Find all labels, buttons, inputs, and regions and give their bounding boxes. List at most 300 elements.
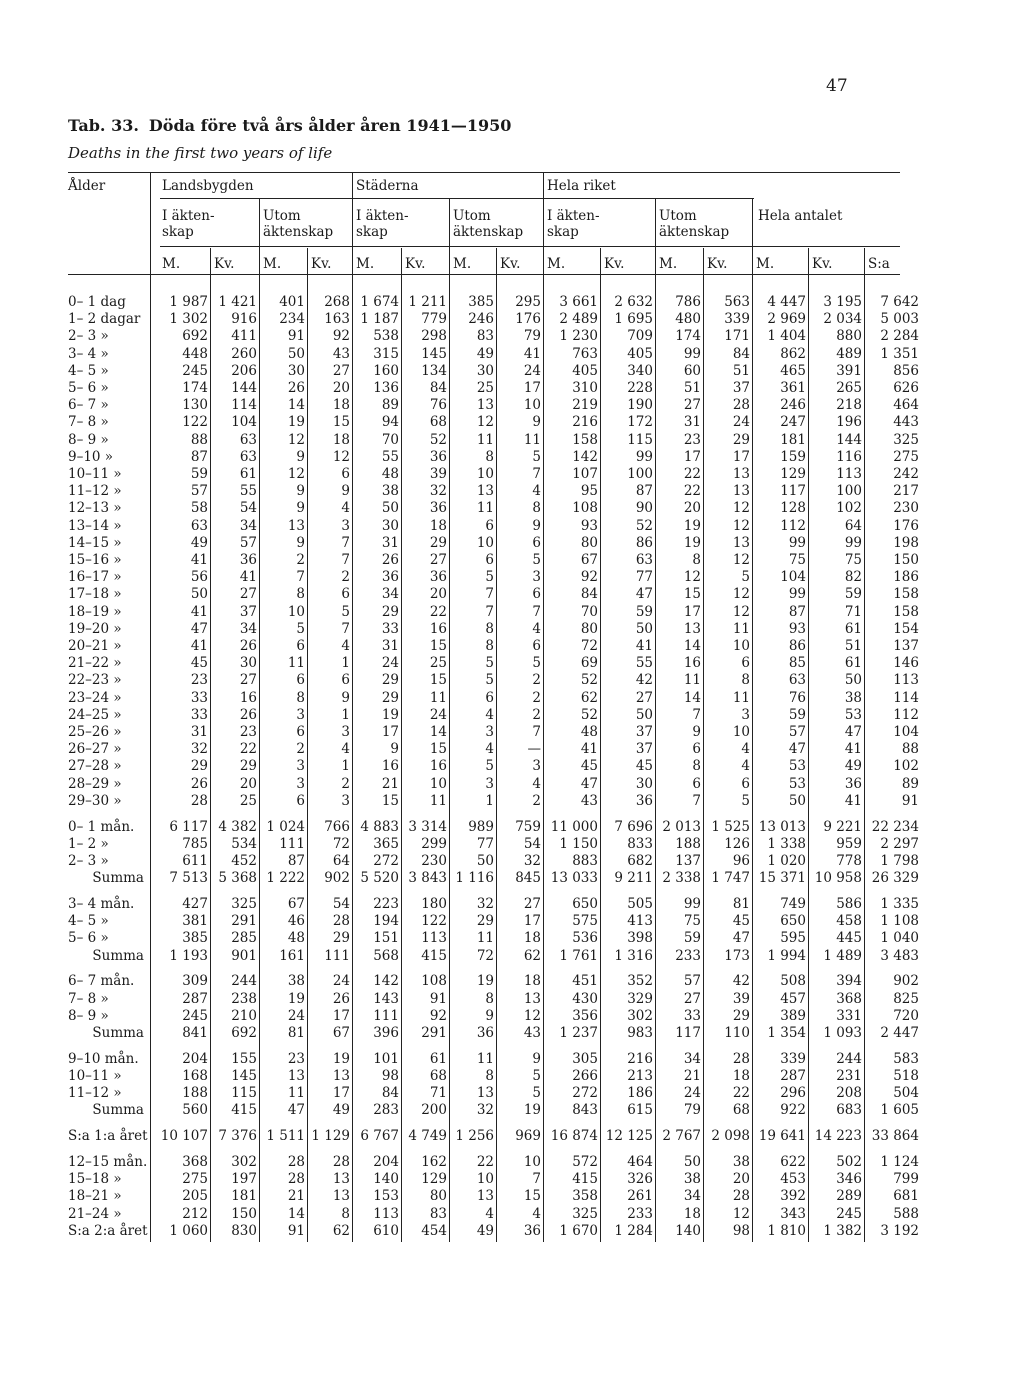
table-cell: 7 642 (880, 294, 919, 310)
table-cell: 4 (341, 741, 350, 758)
header-sex: M. (453, 256, 472, 272)
table-cell: 538 (373, 328, 399, 345)
header-sex: Kv. (604, 256, 625, 272)
row-label: 9–10 mån. (68, 1050, 139, 1067)
table-cell: 340 (627, 362, 653, 379)
table-cell: 108 (421, 973, 447, 990)
table-cell: 505 (627, 896, 653, 912)
table-cell: 190 (627, 397, 653, 414)
table-cell: 504 (893, 1085, 919, 1102)
table-cell: 6 767 (360, 1128, 399, 1145)
table-cell: 16 (429, 620, 447, 637)
table-cell: 104 (893, 724, 919, 740)
table-cell: 5 (485, 672, 494, 689)
table-cell: 107 (572, 466, 598, 482)
row-label: 5– 6 » (68, 380, 109, 396)
table-cell: 11 (476, 431, 494, 448)
table-cell: 6 (296, 672, 305, 689)
table-cell: 588 (893, 1205, 919, 1222)
table-cell: 76 (429, 397, 447, 414)
table-cell: 5 (532, 1085, 541, 1102)
table-cell: 102 (836, 500, 862, 517)
table-cell: 38 (287, 973, 305, 990)
row-label: 17–18 » (68, 586, 122, 603)
row-label: 3– 4 mån. (68, 896, 135, 912)
table-cell: 80 (429, 1188, 447, 1205)
table-cell: 230 (893, 500, 919, 517)
table-row (0, 1128, 1024, 1145)
table-cell: 430 (572, 990, 598, 1007)
table-cell: 47 (844, 724, 862, 740)
table-cell: 902 (893, 973, 919, 990)
table-cell: 1 316 (614, 947, 653, 964)
table-cell: 1 695 (614, 311, 653, 328)
table-cell: 45 (580, 758, 598, 775)
table-cell: 39 (429, 466, 447, 482)
table-cell: 17 (523, 380, 541, 396)
table-cell: 1 525 (711, 818, 750, 835)
table-cell: 161 (279, 947, 305, 964)
table-cell: 29 (732, 431, 750, 448)
table-cell: 8 (485, 620, 494, 637)
table-cell: 626 (893, 380, 919, 396)
table-cell: 70 (381, 431, 399, 448)
table-cell: 368 (836, 990, 862, 1007)
table-cell: 115 (231, 1085, 257, 1102)
table-cell: 830 (231, 1222, 257, 1239)
table-cell: 62 (580, 689, 598, 706)
table-cell: 12 (732, 517, 750, 534)
table-cell: 173 (724, 947, 750, 964)
table-cell: 114 (231, 397, 257, 414)
table-cell: 12 (683, 569, 701, 586)
table-cell: 2 098 (711, 1128, 750, 1145)
table-cell: 61 (844, 655, 862, 672)
table-cell: 1 093 (823, 1025, 862, 1041)
table-cell: 401 (279, 294, 305, 310)
table-cell: 5 (741, 569, 750, 586)
table-cell: 21 (683, 1068, 701, 1084)
table-cell: 443 (893, 414, 919, 431)
table-cell: 2 969 (767, 311, 806, 328)
table-cell: 30 (239, 655, 257, 672)
table-cell: 68 (732, 1102, 750, 1119)
table-cell: 19 (476, 973, 494, 990)
table-cell: 47 (732, 930, 750, 947)
table-cell: 766 (324, 818, 350, 835)
table-cell: 411 (231, 328, 257, 345)
table-cell: 8 (341, 1205, 350, 1222)
table-cell: 536 (572, 930, 598, 947)
table-cell: 59 (683, 930, 701, 947)
table-cell: 1 798 (880, 853, 919, 869)
table-cell: 41 (844, 792, 862, 809)
table-cell: 7 (692, 792, 701, 809)
table-cell: 285 (231, 930, 257, 947)
table-cell: 883 (572, 853, 598, 869)
table-cell: 110 (724, 1025, 750, 1041)
table-cell: 59 (190, 466, 208, 482)
table-cell: 266 (572, 1068, 598, 1084)
table-cell: 29 (239, 758, 257, 775)
table-cell: 405 (572, 362, 598, 379)
table-cell: 57 (239, 534, 257, 551)
table-cell: 7 696 (614, 818, 653, 835)
table-cell: 325 (893, 431, 919, 448)
table-cell: 102 (893, 758, 919, 775)
table-cell: 153 (373, 1188, 399, 1205)
table-row (0, 449, 1024, 466)
table-cell: 11 (429, 689, 447, 706)
table-cell: 180 (421, 896, 447, 912)
row-label: 15–18 » (68, 1171, 122, 1188)
row-label: 19–20 » (68, 620, 122, 637)
table-cell: 33 (381, 620, 399, 637)
table-cell: 1 354 (767, 1025, 806, 1041)
table-cell: 4 749 (408, 1128, 447, 1145)
table-cell: 833 (627, 835, 653, 852)
table-cell: 298 (421, 328, 447, 345)
table-row (0, 672, 1024, 689)
table-cell: 916 (231, 311, 257, 328)
table-cell: 13 (476, 1085, 494, 1102)
table-cell: 22 (732, 1085, 750, 1102)
table-cell: 295 (515, 294, 541, 310)
table-cell: 50 (287, 345, 305, 362)
table-cell: 381 (182, 913, 208, 930)
table-cell: 134 (421, 362, 447, 379)
table-cell: 9 (692, 724, 701, 740)
row-label: 12–13 » (68, 500, 122, 517)
table-cell: 13 (287, 1068, 305, 1084)
table-cell: 6 (485, 552, 494, 568)
table-cell: 4 (741, 758, 750, 775)
table-cell: 10 (523, 1154, 541, 1170)
table-cell: 70 (580, 603, 598, 620)
table-cell: 91 (901, 792, 919, 809)
table-cell: 217 (893, 483, 919, 500)
table-cell: 57 (190, 483, 208, 500)
table-cell: 113 (836, 466, 862, 482)
table-cell: 22 (476, 1154, 494, 1170)
table-cell: 9 (296, 500, 305, 517)
table-cell: 27 (523, 896, 541, 912)
table-cell: 1 994 (767, 947, 806, 964)
table-cell: 204 (182, 1050, 208, 1067)
table-cell: 26 (190, 775, 208, 792)
table-cell: 12 (732, 586, 750, 603)
table-cell: 71 (429, 1085, 447, 1102)
table-cell: 595 (780, 930, 806, 947)
table-cell: 49 (476, 1222, 494, 1239)
table-cell: 346 (836, 1171, 862, 1188)
table-cell: 87 (788, 603, 806, 620)
table-cell: 358 (572, 1188, 598, 1205)
row-label: 18–21 » (68, 1188, 122, 1205)
table-row (0, 1171, 1024, 1188)
row-label: 4– 5 » (68, 913, 109, 930)
table-cell: 5 520 (360, 870, 399, 887)
table-cell: 1 108 (880, 913, 919, 930)
table-cell: 9 221 (823, 818, 862, 835)
table-row (0, 741, 1024, 758)
table-cell: 50 (635, 620, 653, 637)
table-cell: 2 489 (559, 311, 598, 328)
table-cell: 26 (239, 706, 257, 723)
table-row (0, 466, 1024, 483)
table-cell: 41 (523, 345, 541, 362)
table-cell: 1 211 (408, 294, 447, 310)
table-cell: 8 (485, 638, 494, 654)
table-cell: 26 (332, 990, 350, 1007)
table-cell: — (527, 741, 541, 758)
table-cell: 51 (844, 638, 862, 654)
row-label: 23–24 » (68, 689, 122, 706)
table-cell: 29 (732, 1007, 750, 1024)
table-cell: 52 (580, 672, 598, 689)
header-marital: I äkten-skap (162, 208, 215, 240)
table-cell: 1 150 (559, 835, 598, 852)
table-cell: 50 (788, 792, 806, 809)
table-cell: 62 (332, 1222, 350, 1239)
table-row (0, 853, 1024, 870)
table-cell: 331 (836, 1007, 862, 1024)
table-cell: 11 (476, 500, 494, 517)
table-cell: 2 632 (614, 294, 653, 310)
table-cell: 9 (485, 1007, 494, 1024)
table-cell: 452 (231, 853, 257, 869)
table-cell: 12 (732, 1205, 750, 1222)
table-cell: 779 (421, 311, 447, 328)
table-cell: 151 (373, 930, 399, 947)
table-cell: 27 (683, 990, 701, 1007)
header-sex: Kv. (812, 256, 833, 272)
table-cell: 13 (683, 620, 701, 637)
table-cell: 72 (580, 638, 598, 654)
table-cell: 32 (429, 483, 447, 500)
table-cell: 53 (788, 758, 806, 775)
table-cell: 845 (515, 870, 541, 887)
table-cell: 10 (523, 397, 541, 414)
table-cell: 181 (780, 431, 806, 448)
table-cell: 104 (780, 569, 806, 586)
table-cell: 54 (239, 500, 257, 517)
table-cell: 12 (332, 448, 350, 465)
table-cell: 325 (231, 896, 257, 912)
table-cell: 12 (732, 500, 750, 517)
table-cell: 10 107 (160, 1128, 208, 1145)
row-label: 3– 4 » (68, 345, 109, 362)
table-cell: 94 (381, 414, 399, 431)
table-cell: 34 (683, 1050, 701, 1067)
table-cell: 55 (635, 655, 653, 672)
table-cell: 568 (373, 947, 399, 964)
table-cell: 72 (332, 835, 350, 852)
table-cell: 315 (373, 345, 399, 362)
table-cell: 16 (683, 655, 701, 672)
row-label: 0– 1 mån. (68, 818, 135, 835)
table-cell: 560 (182, 1102, 208, 1119)
table-cell: 29 (381, 672, 399, 689)
header-sex: S:a (868, 256, 890, 272)
table-cell: 186 (627, 1085, 653, 1102)
table-cell: 51 (683, 380, 701, 396)
table-cell: 246 (468, 311, 494, 328)
table-cell: 115 (627, 431, 653, 448)
table-row (0, 397, 1024, 414)
table-cell: 9 (341, 483, 350, 500)
table-cell: 228 (627, 380, 653, 396)
table-cell: 1 (341, 758, 350, 775)
row-label: 24–25 » (68, 706, 122, 723)
table-cell: 611 (182, 853, 208, 869)
table-cell: 112 (780, 517, 806, 534)
table-cell: 13 (287, 517, 305, 534)
table-cell: 10 (429, 775, 447, 792)
table-cell: 5 (485, 569, 494, 586)
table-cell: 24 (523, 362, 541, 379)
table-cell: 19 (683, 534, 701, 551)
table-row (0, 414, 1024, 431)
table-cell: 3 (296, 758, 305, 775)
table-cell: 155 (231, 1050, 257, 1067)
table-cell: 901 (231, 947, 257, 964)
table-cell: 26 (381, 552, 399, 568)
table-cell: 18 (429, 517, 447, 534)
table-cell: 8 (692, 552, 701, 568)
table-cell: 174 (182, 380, 208, 396)
table-cell: 1 489 (823, 947, 862, 964)
table-cell: 24 (287, 1007, 305, 1024)
table-cell: 6 (296, 638, 305, 654)
table-cell: 49 (190, 534, 208, 551)
table-subtitle: Deaths in the first two years of life (68, 144, 333, 162)
table-cell: 32 (476, 1102, 494, 1119)
table-cell: 3 314 (408, 818, 447, 835)
table-cell: 62 (523, 947, 541, 964)
table-cell: 1 187 (360, 311, 399, 328)
table-cell: 36 (635, 792, 653, 809)
table-cell: 142 (572, 448, 598, 465)
table-cell: 136 (373, 380, 399, 396)
table-cell: 2 (341, 569, 350, 586)
table-row (0, 793, 1024, 810)
table-cell: 583 (893, 1050, 919, 1067)
row-label: 16–17 » (68, 569, 122, 586)
row-label: 29–30 » (68, 792, 122, 809)
row-label: 22–23 » (68, 672, 122, 689)
table-cell: 13 (476, 1188, 494, 1205)
table-cell: 5 (532, 655, 541, 672)
table-cell: 137 (675, 853, 701, 869)
table-cell: 46 (287, 913, 305, 930)
table-cell: 15 (429, 638, 447, 654)
table-cell: 90 (635, 500, 653, 517)
table-cell: 1 020 (767, 853, 806, 869)
table-cell: 1 747 (711, 870, 750, 887)
table-cell: 84 (732, 345, 750, 362)
table-cell: 37 (732, 380, 750, 396)
table-cell: 13 (732, 483, 750, 500)
table-cell: 99 (683, 345, 701, 362)
table-cell: 75 (844, 552, 862, 568)
table-cell: 4 (341, 500, 350, 517)
row-label: S:a 2:a året (68, 1222, 148, 1239)
table-cell: 18 (332, 431, 350, 448)
table-cell: 26 (239, 638, 257, 654)
table-cell: 4 (532, 775, 541, 792)
table-cell: 22 234 (871, 818, 919, 835)
table-cell: 79 (523, 328, 541, 345)
table-cell: 140 (373, 1171, 399, 1188)
table-cell: 339 (724, 311, 750, 328)
row-label: Summa (92, 1025, 144, 1041)
table-cell: 24 (732, 414, 750, 431)
table-cell: 9 (532, 517, 541, 534)
table-cell: 150 (231, 1205, 257, 1222)
table-cell: 23 (683, 431, 701, 448)
table-cell: 87 (635, 483, 653, 500)
table-cell: 9 (296, 448, 305, 465)
table-cell: 36 (239, 552, 257, 568)
header-age: Ålder (68, 178, 106, 194)
header-marital: Utom äktenskap (453, 208, 524, 240)
table-cell: 26 329 (871, 870, 919, 887)
table-cell: 15 (683, 586, 701, 603)
table-cell: 11 (476, 1050, 494, 1067)
page-number: 47 (826, 76, 848, 96)
table-cell: 51 (732, 362, 750, 379)
table-cell: 111 (373, 1007, 399, 1024)
row-label: 1– 2 » (68, 835, 109, 852)
table-cell: 48 (381, 466, 399, 482)
table-cell: 5 (532, 448, 541, 465)
table-cell: 212 (182, 1205, 208, 1222)
table-cell: 9 (296, 483, 305, 500)
table-cell: 38 (381, 483, 399, 500)
table-cell: 41 (844, 741, 862, 758)
table-cell: 181 (231, 1188, 257, 1205)
table-cell: 93 (580, 517, 598, 534)
table-cell: 12 (287, 431, 305, 448)
table-cell: 1 674 (360, 294, 399, 310)
table-cell: 30 (381, 517, 399, 534)
table-cell: 2 297 (880, 835, 919, 852)
table-cell: 3 (532, 569, 541, 586)
row-label: 2– 3 » (68, 853, 109, 869)
header-sex: M. (356, 256, 375, 272)
row-label: 5– 6 » (68, 930, 109, 947)
table-row (0, 1085, 1024, 1102)
table-cell: 862 (780, 345, 806, 362)
table-cell: 19 (287, 990, 305, 1007)
table-cell: 99 (635, 448, 653, 465)
table-row (0, 655, 1024, 672)
table-cell: 154 (893, 620, 919, 637)
table-cell: 7 (532, 603, 541, 620)
table-cell: 36 (476, 1025, 494, 1041)
table-cell: 25 (476, 380, 494, 396)
table-cell: 3 (296, 706, 305, 723)
table-cell: 216 (627, 1050, 653, 1067)
table-cell: 47 (190, 620, 208, 637)
table-row (0, 328, 1024, 345)
table-cell: 67 (332, 1025, 350, 1041)
header-group-staderna: Städerna (356, 178, 419, 194)
table-cell: 13 (476, 483, 494, 500)
table-cell: 615 (627, 1102, 653, 1119)
table-cell: 415 (231, 1102, 257, 1119)
